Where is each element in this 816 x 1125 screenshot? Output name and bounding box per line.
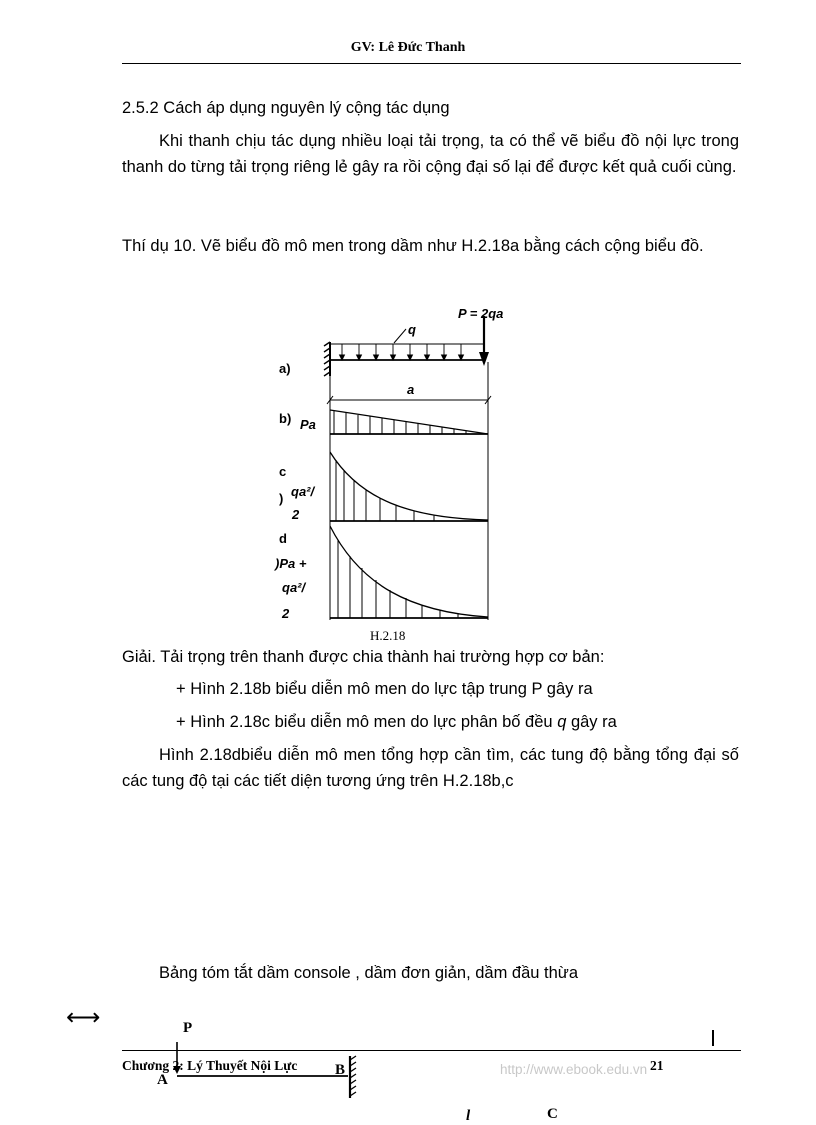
span-dimension xyxy=(327,382,491,404)
diagram-c xyxy=(279,452,488,522)
label-d: d xyxy=(279,531,287,546)
label-a: a) xyxy=(279,361,291,376)
example-paragraph: Thí dụ 10. Vẽ biểu đồ mô men trong dầm như H.2.18a bằng cách cộng biểu đồ. xyxy=(122,237,704,255)
span-label: a xyxy=(407,382,415,397)
footer-chapter: Chương 2: Lý Thuyết Nội Lực xyxy=(122,1058,298,1073)
footer-watermark: http://www.ebook.edu.vn xyxy=(500,1062,648,1077)
beam-diagram xyxy=(279,306,503,376)
marker-bar xyxy=(712,1030,714,1046)
label-b: b) xyxy=(279,411,292,426)
label-a-bottom: A xyxy=(157,1072,168,1088)
label-l: l xyxy=(466,1108,471,1124)
table-intro: Bảng tóm tắt dầm console , dầm đơn giản, dầm đầu thừa xyxy=(159,964,579,982)
label-c-bottom: C xyxy=(547,1106,558,1122)
label-c-value: qa²/ xyxy=(291,484,315,499)
solution-intro: Giải. Tải trọng trên thanh được chia thành hai trường hợp cơ bản: xyxy=(122,648,605,666)
header-rule xyxy=(122,63,741,64)
label-d-value2: qa²/ xyxy=(282,580,306,595)
solution-conclusion: Hình 2.18dbiểu diễn mô men tổng hợp cần tìm, các tung độ bằng tổng đại số các tung độ tại các tiết diện tương ứng trên H.2.18b,c xyxy=(122,746,739,790)
section-heading: 2.5.2 Cách áp dụng nguyên lý cộng tác dụng xyxy=(122,99,450,117)
intro-paragraph: Khi thanh chịu tác dụng nhiều loại tải trọng, ta có thể vẽ biểu đồ nội lực trong thanh do từng tải trọng riêng lẻ gây ra rồi cộng đại số lại để được kết quả cuối cùng. xyxy=(122,132,739,176)
label-d-value: )Pa + xyxy=(275,556,307,571)
q-label: q xyxy=(408,322,416,337)
label-c-paren: ) xyxy=(279,491,284,506)
solution-bullet-2: + Hình 2.18c biểu diễn mô men do lực phân bố đều q gây ra xyxy=(176,713,617,731)
diagram-d xyxy=(273,526,488,621)
label-p: P xyxy=(183,1020,193,1036)
double-arrow-icon: ⟷ xyxy=(66,1004,101,1031)
distributed-load-arrows xyxy=(340,344,464,360)
solution-bullet-1: + Hình 2.18b biểu diễn mô men do lực tập trung P gây ra xyxy=(176,680,593,698)
page-header: GV: Lê Đức Thanh xyxy=(350,40,466,55)
label-c: c xyxy=(279,464,287,479)
label-b-value: Pa xyxy=(300,417,316,432)
load-label: P = 2qa xyxy=(458,306,504,321)
figure-caption: H.2.18 xyxy=(370,628,406,643)
diagram-b xyxy=(279,410,488,434)
label-d-denominator: 2 xyxy=(282,606,290,621)
moment-diagram-figure xyxy=(260,300,540,645)
label-c-denominator: 2 xyxy=(292,507,300,522)
footer-page-number: 21 xyxy=(650,1058,664,1073)
label-b-bottom: B xyxy=(335,1062,346,1078)
